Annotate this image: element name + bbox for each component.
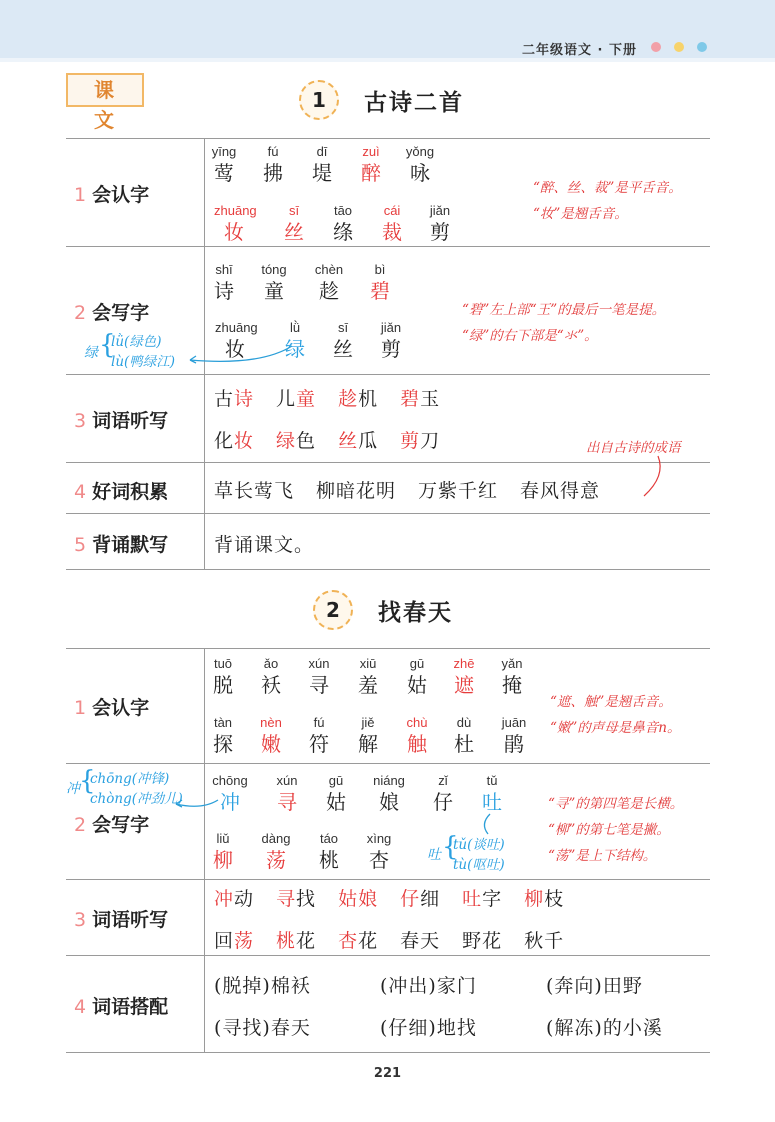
arrow-connector (172, 792, 222, 814)
idiom-line (214, 476, 622, 503)
word: 秋千 (524, 930, 565, 952)
word: 野花 (462, 930, 503, 952)
lesson1-row-accumulate: 4 好词积累 (74, 481, 169, 503)
divider (66, 569, 710, 570)
divider (66, 955, 710, 956)
idiom: 草长莺飞 (214, 480, 295, 502)
divider (66, 246, 710, 247)
word: 仔细 (400, 888, 441, 910)
char-cell: dù 杜 (454, 715, 474, 756)
word: 姑娘 (338, 888, 379, 910)
char-cell: liǔ 柳 (213, 831, 233, 872)
char-cell: sī 丝 (333, 320, 353, 361)
char-cell: chèn 趁 (314, 262, 344, 303)
word: 柳枝 (524, 888, 565, 910)
char-cell: gū 姑 (326, 773, 346, 814)
word: 杏花 (338, 930, 379, 952)
collocation: (冲出)家门 (380, 975, 477, 997)
char-cell: cái 裁 (382, 203, 402, 244)
word: 吐字 (462, 888, 503, 910)
annotation-note: “寻”的第四笔是长横。 (548, 796, 684, 812)
word: 绿色 (276, 430, 317, 452)
char-cell: zhuāng 妆 (214, 203, 257, 244)
divider (66, 138, 710, 139)
polyphone-reading: chōng(冲锋) (90, 771, 170, 787)
word: 冲动 (214, 888, 255, 910)
annotation-note: “遮、触”是翘舌音。 (550, 694, 672, 710)
collocation-line (214, 1013, 663, 1040)
word: 化妆 (214, 430, 255, 452)
grade-label: 二年级语文 · 下册 (522, 43, 637, 58)
section-tag: 课 文 (66, 73, 144, 107)
divider (66, 879, 710, 880)
header-dot-blue (697, 42, 707, 52)
word: 古诗 (214, 388, 255, 410)
dictation-line (214, 384, 462, 411)
char-cell: yīng 莺 (211, 144, 237, 185)
header-band (0, 0, 775, 62)
char-cell: chù 触 (406, 715, 428, 756)
lesson1-row-write: 2 会写字 (74, 302, 150, 324)
char-cell: jiě 解 (358, 715, 378, 756)
char-cell: tāo 绦 (333, 203, 353, 244)
lesson1-row-recognize: 1 会认字 (74, 184, 150, 206)
dictation-line (214, 926, 586, 953)
collocation: (脱掉)棉袄 (214, 975, 311, 997)
annotation-note: 出自古诗的成语 (586, 440, 681, 456)
lesson2-row-write: 2 会写字 (74, 814, 150, 836)
char-cell: zuì 醉 (361, 144, 381, 185)
char-cell: zhuāng 妆 (215, 320, 258, 361)
char-cell: zhē 遮 (453, 656, 475, 697)
annotation-note: “醉、丝、裁”是平舌音。 (533, 180, 682, 196)
divider (66, 462, 710, 463)
char-cell: zǐ 仔 (433, 773, 453, 814)
word: 桃花 (276, 930, 317, 952)
char-cell: jiǎn 剪 (429, 203, 451, 244)
char-cell: xiū 羞 (358, 656, 378, 697)
char-cell: ǎo 袄 (261, 656, 281, 697)
recite-text: 背诵课文。 (214, 534, 315, 556)
polyphone-brace: { (442, 832, 459, 862)
polyphone-reading: lù(鸭绿江) (111, 354, 176, 370)
collocation: (解冻)的小溪 (546, 1017, 663, 1039)
char-cell: tǔ 吐 (482, 773, 502, 814)
divider (66, 1052, 710, 1053)
divider (66, 763, 710, 764)
polyphone-reading: tù(呕吐) (453, 857, 505, 873)
lesson1-row-dictation: 3 词语听写 (74, 410, 169, 432)
lesson2-number: 2 (313, 590, 353, 630)
char-cell: yǎn 掩 (501, 656, 523, 697)
dictation-line (214, 426, 462, 453)
word: 剪刀 (400, 430, 441, 452)
polyphone-brace: { (79, 766, 96, 796)
word: 趁机 (338, 388, 379, 410)
char-cell: fú 符 (309, 715, 329, 756)
header-dot-pink (651, 42, 661, 52)
annotation-note: “荡”是上下结构。 (548, 848, 657, 864)
idiom: 柳暗花明 (316, 480, 397, 502)
char-cell: juān 鹃 (501, 715, 527, 756)
char-cell: niáng 娘 (373, 773, 405, 814)
char-cell: xún 寻 (276, 773, 298, 814)
collocation: (寻找)春天 (214, 1017, 311, 1039)
word: 春天 (400, 930, 441, 952)
word: 寻找 (276, 888, 317, 910)
char-cell: lǜ 绿 (285, 320, 305, 361)
polyphone-reading: chòng(冲劲儿) (90, 791, 183, 807)
idiom: 万紫千红 (418, 480, 499, 502)
word: 儿童 (276, 388, 317, 410)
header-dot-yellow (674, 42, 684, 52)
polyphone-reading: lǜ(绿色) (111, 334, 162, 350)
annotation-note: “嫩”的声母是鼻音n。 (550, 720, 681, 736)
collocation: (仔细)地找 (380, 1017, 477, 1039)
lesson2-row-recognize: 1 会认字 (74, 697, 150, 719)
char-cell: xìng 杏 (366, 831, 392, 872)
collocation-line (214, 971, 643, 998)
lesson2-row-collocation: 4 词语搭配 (74, 996, 169, 1018)
lesson1-row-recite: 5 背诵默写 (74, 534, 169, 556)
page-number: 221 (373, 1066, 402, 1081)
lesson1-number: 1 (299, 80, 339, 120)
char-cell: chōng 冲 (212, 773, 248, 814)
polyphone-reading: tǔ(谈吐) (453, 837, 505, 853)
divider (66, 374, 710, 375)
lesson2-title (0, 588, 775, 634)
collocation: (奔向)田野 (546, 975, 643, 997)
lesson2-row-dictation: 3 词语听写 (74, 909, 169, 931)
annotation-note: “绿”的右下部是“氺”。 (462, 328, 598, 344)
dictation-line (214, 884, 586, 911)
divider (66, 513, 710, 514)
char-cell: tàn 探 (213, 715, 233, 756)
annotation-note: “碧”左上部“王”的最后一笔是提。 (462, 302, 666, 318)
char-cell: nèn 嫩 (260, 715, 282, 756)
polyphone-brace: { (99, 330, 116, 360)
char-cell: bì 碧 (370, 262, 390, 303)
divider (66, 648, 710, 649)
polyphone-char: 绿 (84, 345, 98, 361)
polyphone-char: 冲 (66, 781, 80, 797)
idiom: 春风得意 (520, 480, 601, 502)
polyphone-char: 吐 (427, 847, 441, 863)
char-cell: sī 丝 (284, 203, 304, 244)
lesson1-title (0, 78, 775, 124)
word: 碧玉 (400, 388, 441, 410)
char-cell: táo 桃 (319, 831, 339, 872)
lesson2-name: 找春天 (378, 600, 453, 626)
char-cell: fú 拂 (263, 144, 283, 185)
word: 丝瓜 (338, 430, 379, 452)
lesson1-name: 古诗二首 (364, 90, 464, 116)
annotation-note: “柳”的第七笔是撇。 (548, 822, 670, 838)
char-cell: tóng 童 (261, 262, 287, 303)
char-cell: gū 姑 (407, 656, 427, 697)
char-cell: jiǎn 剪 (380, 320, 402, 361)
char-cell: yǒng 咏 (405, 144, 435, 185)
char-cell: xún 寻 (308, 656, 330, 697)
annotation-note: “妆”是翘舌音。 (533, 206, 628, 222)
word: 回荡 (214, 930, 255, 952)
arrow-connector (640, 452, 670, 502)
char-cell: dī 堤 (312, 144, 332, 185)
char-cell: shī 诗 (214, 262, 234, 303)
arrow-connector (180, 340, 300, 370)
char-cell: tuō 脱 (213, 656, 233, 697)
char-cell: dàng 荡 (261, 831, 291, 872)
